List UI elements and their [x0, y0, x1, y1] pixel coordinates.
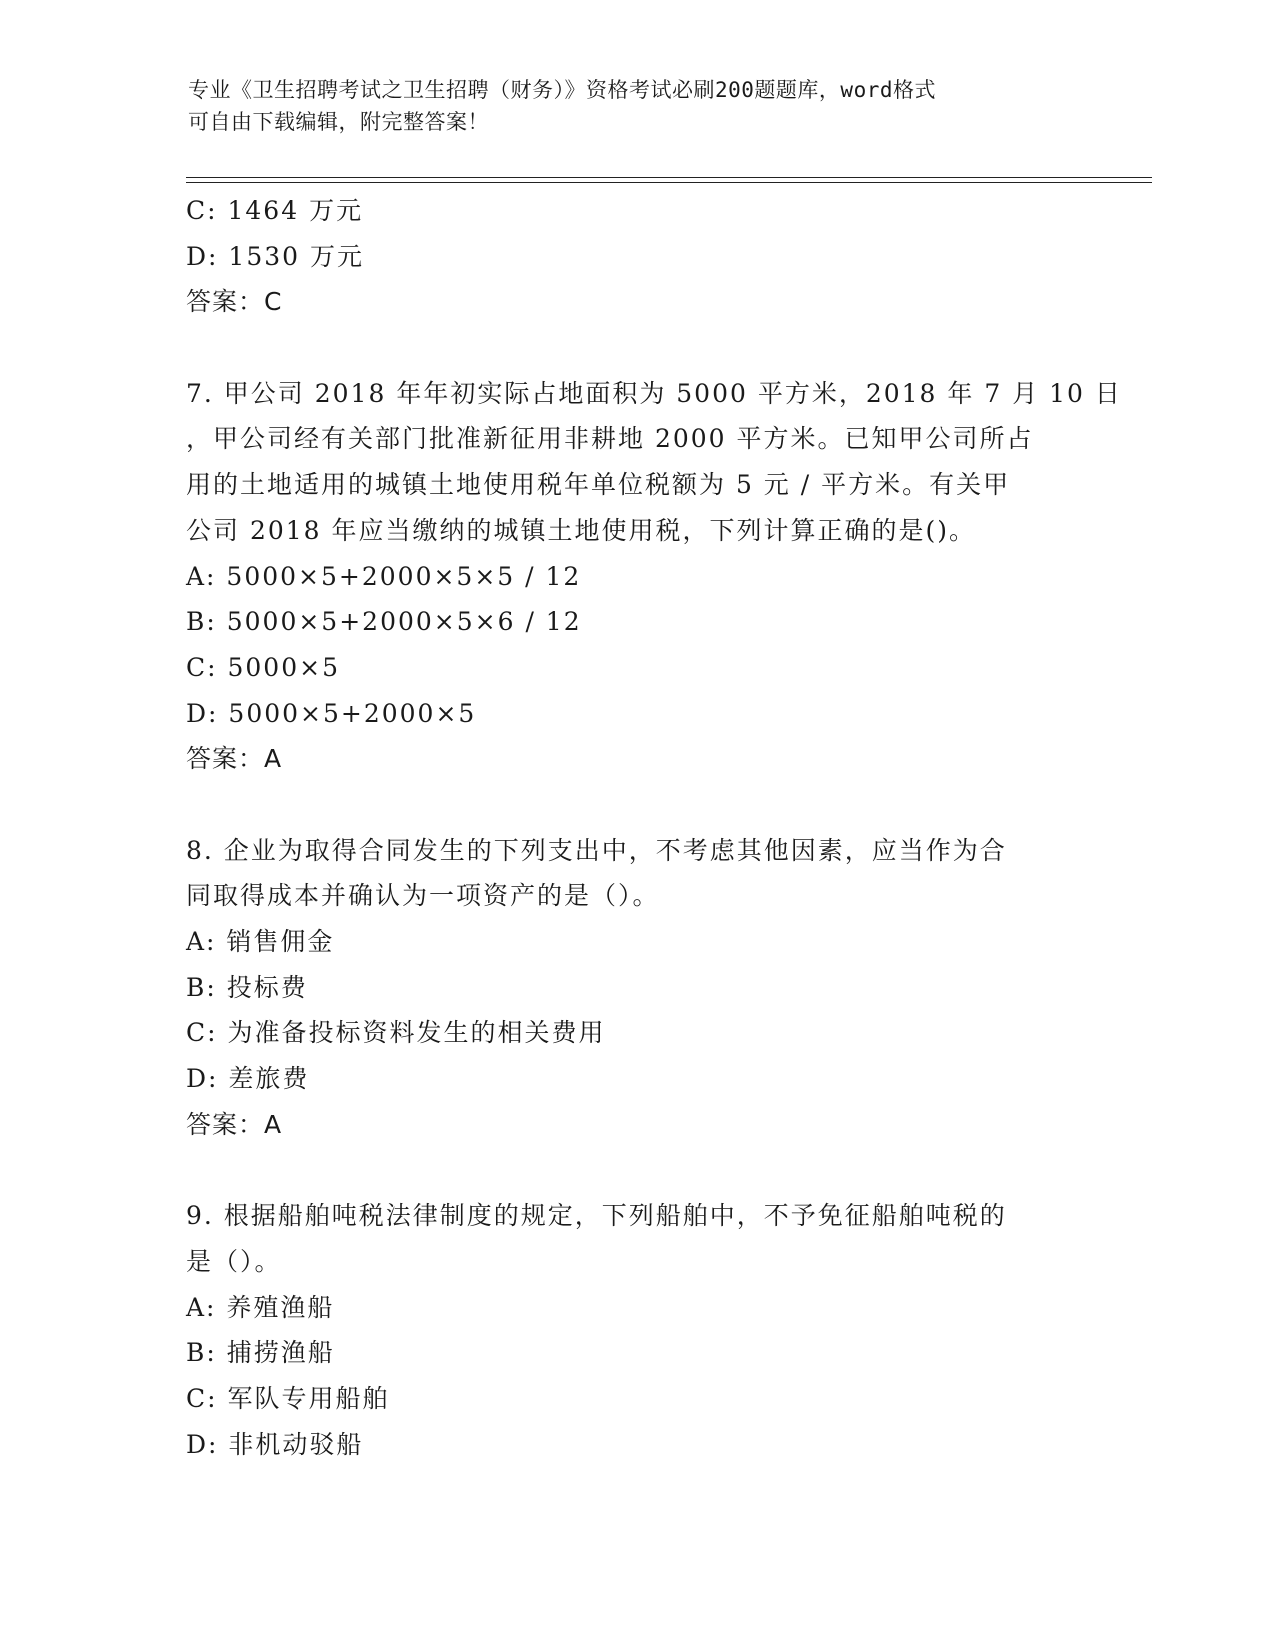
option-b: B: 投标费: [186, 972, 308, 1002]
option-d: D: 非机动驳船: [186, 1429, 364, 1459]
spacer: [186, 1147, 1126, 1193]
option-c: C: 军队专用船舶: [186, 1383, 390, 1413]
option-a: A: 销售佣金: [186, 927, 335, 956]
question-stem-line: 同取得成本并确认为一项资产的是（）。: [186, 881, 660, 911]
spacer: [186, 782, 1126, 828]
header-divider-bottom: [186, 182, 1152, 183]
header-divider-top: [186, 177, 1152, 178]
document-header: [188, 74, 1068, 138]
question-8: [186, 828, 1126, 1148]
question-9: [186, 1193, 1126, 1467]
option-d: D: 5000×5+2000×5: [186, 698, 477, 728]
question-stem-line: 公司 2018 年应当缴纳的城镇土地使用税，下列计算正确的是()。: [186, 515, 977, 545]
question-stem-line: 9. 根据船舶吨税法律制度的规定，下列船舶中，不予免征船舶吨税的: [186, 1201, 1007, 1231]
question-stem-line: 用的土地适用的城镇土地使用税年单位税额为 5 元 / 平方米。有关甲: [186, 470, 1011, 500]
question-stem-line: ，甲公司经有关部门批准新征用非耕地 2000 平方米。已知甲公司所占: [186, 424, 1034, 454]
question-6-tail: [186, 188, 1126, 325]
option-c: C: 5000×5: [186, 652, 340, 682]
question-7: [186, 371, 1126, 782]
question-stem-line: 8. 企业为取得合同发生的下列支出中，不考虑其他因素，应当作为合: [186, 835, 1007, 865]
option-c: C: 为准备投标资料发生的相关费用: [186, 1018, 606, 1048]
option-c: C: 1464 万元: [186, 196, 364, 225]
option-b: B: 捕捞渔船: [186, 1338, 335, 1368]
option-d: D: 差旅费: [186, 1064, 310, 1094]
question-stem-line: 是（）。: [186, 1246, 282, 1276]
option-d: D: 1530 万元: [186, 241, 364, 271]
answer-line: 答案：A: [186, 1109, 283, 1139]
answer-line: 答案：A: [186, 744, 283, 774]
option-a: A: 5000×5+2000×5×5 / 12: [186, 561, 582, 591]
option-a: A: 养殖渔船: [186, 1292, 335, 1322]
question-list: [186, 188, 1126, 1467]
header-line-1: 专业《卫生招聘考试之卫生招聘（财务）》资格考试必刷200题题库，word格式: [188, 78, 936, 102]
answer-line: 答案：C: [186, 287, 283, 317]
header-line-2: 可自由下载编辑，附完整答案！: [188, 110, 489, 134]
option-b: B: 5000×5+2000×5×6 / 12: [186, 607, 582, 637]
spacer: [186, 325, 1126, 371]
question-stem-line: 7. 甲公司 2018 年年初实际占地面积为 5000 平方米，2018 年 7 月 10 日: [186, 378, 1122, 408]
